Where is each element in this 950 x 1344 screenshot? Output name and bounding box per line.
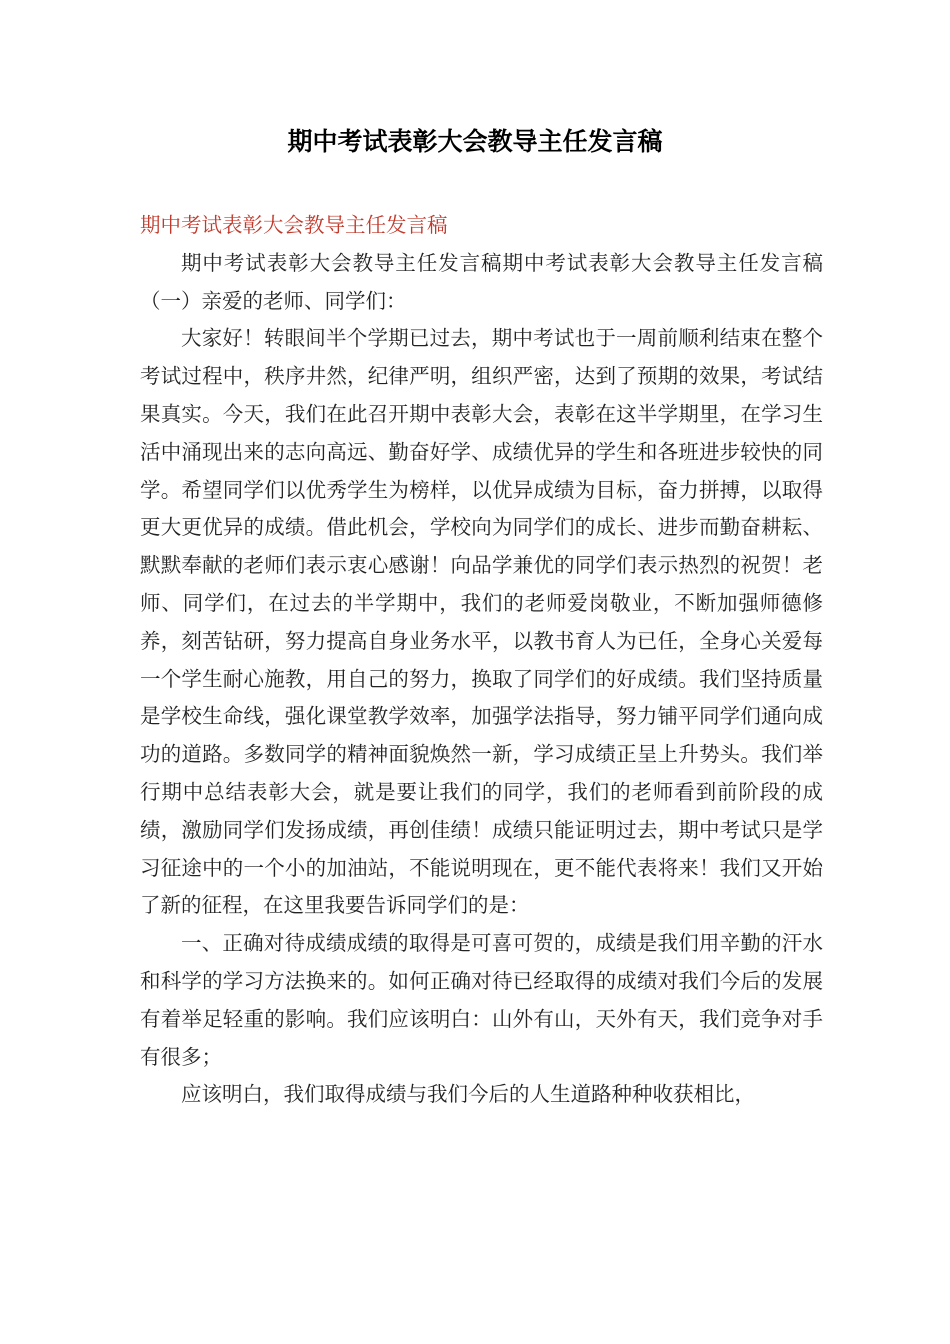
paragraph-greeting: 期中考试表彰大会教导主任发言稿期中考试表彰大会教导主任发言稿（一）亲爱的老师、同学们： [140, 250, 823, 313]
document-body [140, 207, 823, 1114]
paragraph-continuation: 应该明白，我们取得成绩与我们今后的人生道路种种收获相比， [181, 1082, 755, 1107]
paragraph-point-one: 一、正确对待成绩成绩的取得是可喜可贺的，成绩是我们用辛勤的汗水和科学的学习方法换来的。如何正确对待已经取得的成绩对我们今后的发展有着举足轻重的影响。我们应该明白：山外有山，天外有天，我们竞争对手有很多； [140, 931, 823, 1069]
paragraph-opening: 大家好！转眼间半个学期已过去，期中考试也于一周前顺利结束在整个考试过程中，秩序井然，纪律严明，组织严密，达到了预期的效果，考试结果真实。今天，我们在此召开期中表彰大会，表彰在这半学期里，在学习生活中涌现出来的志向高远、勤奋好学、成绩优异的学生和各班进步较快的同学。希望同学们以优秀学生为榜样，以优异成绩为目标，奋力拼搏，以取得更大更优异的成绩。借此机会，学校向为同学们的成长、进步而勤奋耕耘、默默奉献的老师们表示衷心感谢！向品学兼优的同学们表示热烈的祝贺！老师、同学们，在过去的半学期中，我们的老师爱岗敬业，不断加强师德修养，刻苦钻研，努力提高自身业务水平，以教书育人为已任，全身心关爱每一个学生耐心施教，用自己的努力，换取了同学们的好成绩。我们坚持质量是学校生命线，强化课堂教学效率，加强学法指导，努力铺平同学们通向成功的道路。多数同学的精神面貌焕然一新，学习成绩正呈上升势头。我们举行期中总结表彰大会，就是要让我们的同学，我们的老师看到前阶段的成绩，激励同学们发扬成绩，再创佳绩！成绩只能证明过去，期中考试只是学习征途中的一个小的加油站，不能说明现在，更不能代表将来！我们又开始了新的征程，在这里我要告诉同学们的是： [140, 326, 823, 918]
document-subtitle: 期中考试表彰大会教导主任发言稿 [140, 213, 448, 237]
document-title: 期中考试表彰大会教导主任发言稿 [287, 127, 663, 156]
